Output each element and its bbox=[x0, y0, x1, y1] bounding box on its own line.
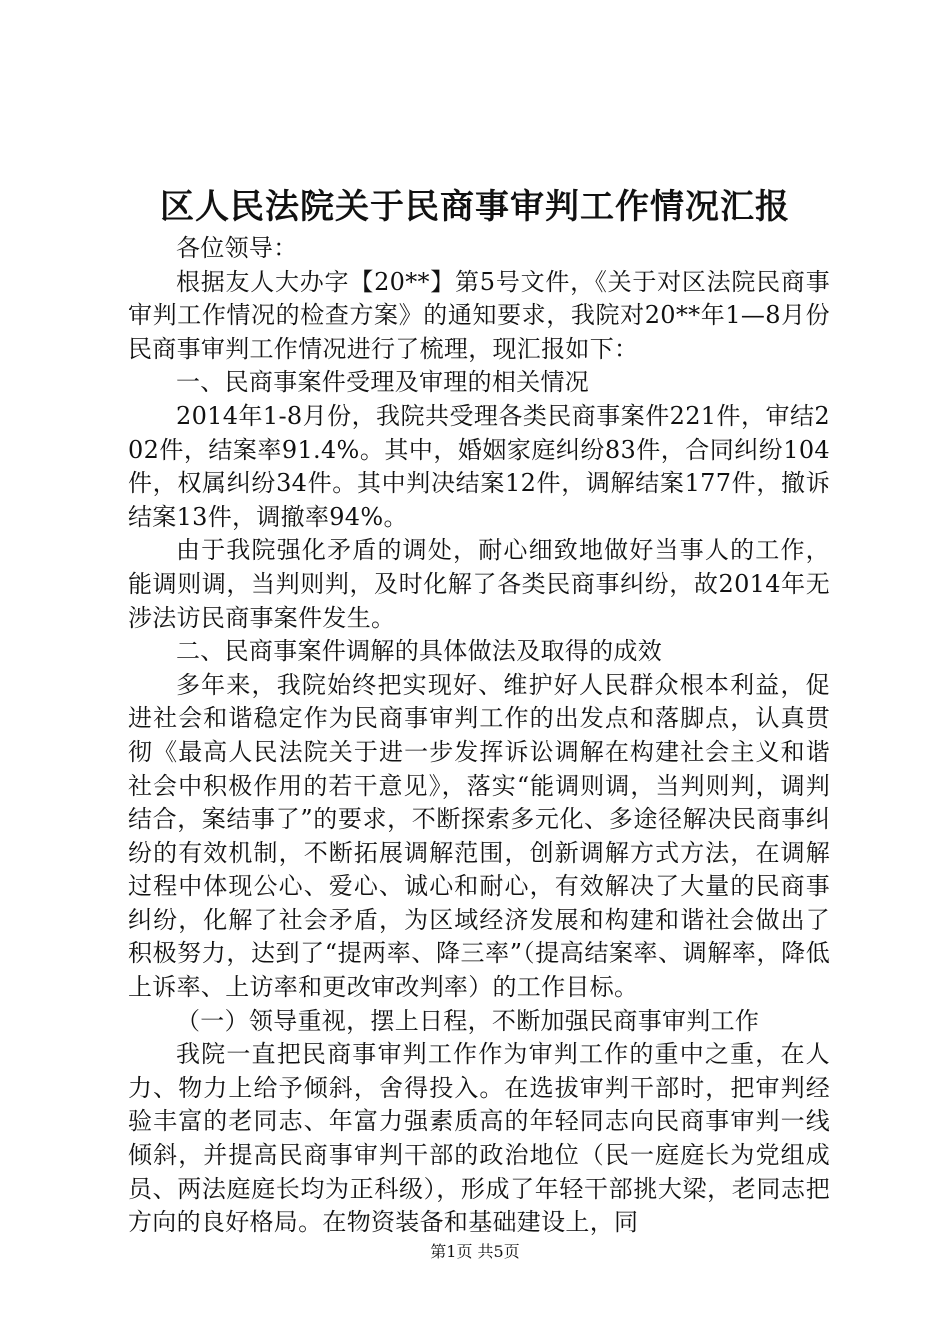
page-footer: 第1页 共5页 bbox=[430, 1242, 520, 1261]
methods-paragraph: 多年来，我院始终把实现好、维护好人民群众根本利益，促进社会和谐稳定作为民商事审判工作的出发点和落脚点，认真贯彻《最高人民法院关于进一步发挥诉讼调解在构建社会主义和谐社会中积极作用的若干意见》，落实“能调则调，当判则判，调判结合，案结事了”的要求，不断探索多元化、多途径解决民商事纠纷的有效机制，不断拓展调解范围，创新调解方式方法，在调解过程中体现公心、爱心、诚心和耐心，有效解决了大量的民商事纠纷，化解了社会矛盾，为区域经济发展和构建和谐社会做出了积极努力，达到了“提两率、降三率”（提高结案率、调解率，降低上诉率、上访率和更改审改判率）的工作目标。 bbox=[128, 670, 830, 1002]
document-body bbox=[128, 232, 830, 1240]
section-heading-1: 一、民商事案件受理及审理的相关情况 bbox=[176, 368, 590, 397]
result-paragraph: 由于我院强化矛盾的调处，耐心细致地做好当事人的工作，能调则调，当判则判，及时化解了各类民商事纠纷，故2014年无涉法访民商事案件发生。 bbox=[128, 536, 830, 632]
intro-paragraph: 根据友人大办字【20**】第5号文件，《关于对区法院民商事审判工作情况的检查方案》的通知要求，我院对20**年1—8月份民商事审判工作情况进行了梳理，现汇报如下： bbox=[128, 267, 830, 363]
salutation: 各位领导： bbox=[176, 234, 298, 262]
statistics-paragraph: 2014年1-8月份，我院共受理各类民商事案件221件，审结202件，结案率91.4%。其中，婚姻家庭纠纷83件，合同纠纷104件，权属纠纷34件。其中判决结案12件，调解结案177件，撤诉结案13件，调撤率94%。 bbox=[128, 401, 830, 531]
section-heading-2: 二、民商事案件调解的具体做法及取得的成效 bbox=[176, 637, 662, 666]
document-title: 区人民法院关于民商事审判工作情况汇报 bbox=[160, 187, 790, 227]
subsection-heading-1: （一）领导重视，摆上日程，不断加强民商事审判工作 bbox=[176, 1006, 760, 1035]
leadership-paragraph: 我院一直把民商事审判工作作为审判工作的重中之重，在人力、物力上给予倾斜，舍得投入。在选拔审判干部时，把审判经验丰富的老同志、年富力强素质高的年轻同志向民商事审判一线倾斜，并提高民商事审判干部的政治地位（民一庭庭长为党组成员、两法庭庭长均为正科级），形成了年轻干部挑大梁，老同志把方向的良好格局。在物资装备和基础建设上，同 bbox=[128, 1040, 830, 1237]
